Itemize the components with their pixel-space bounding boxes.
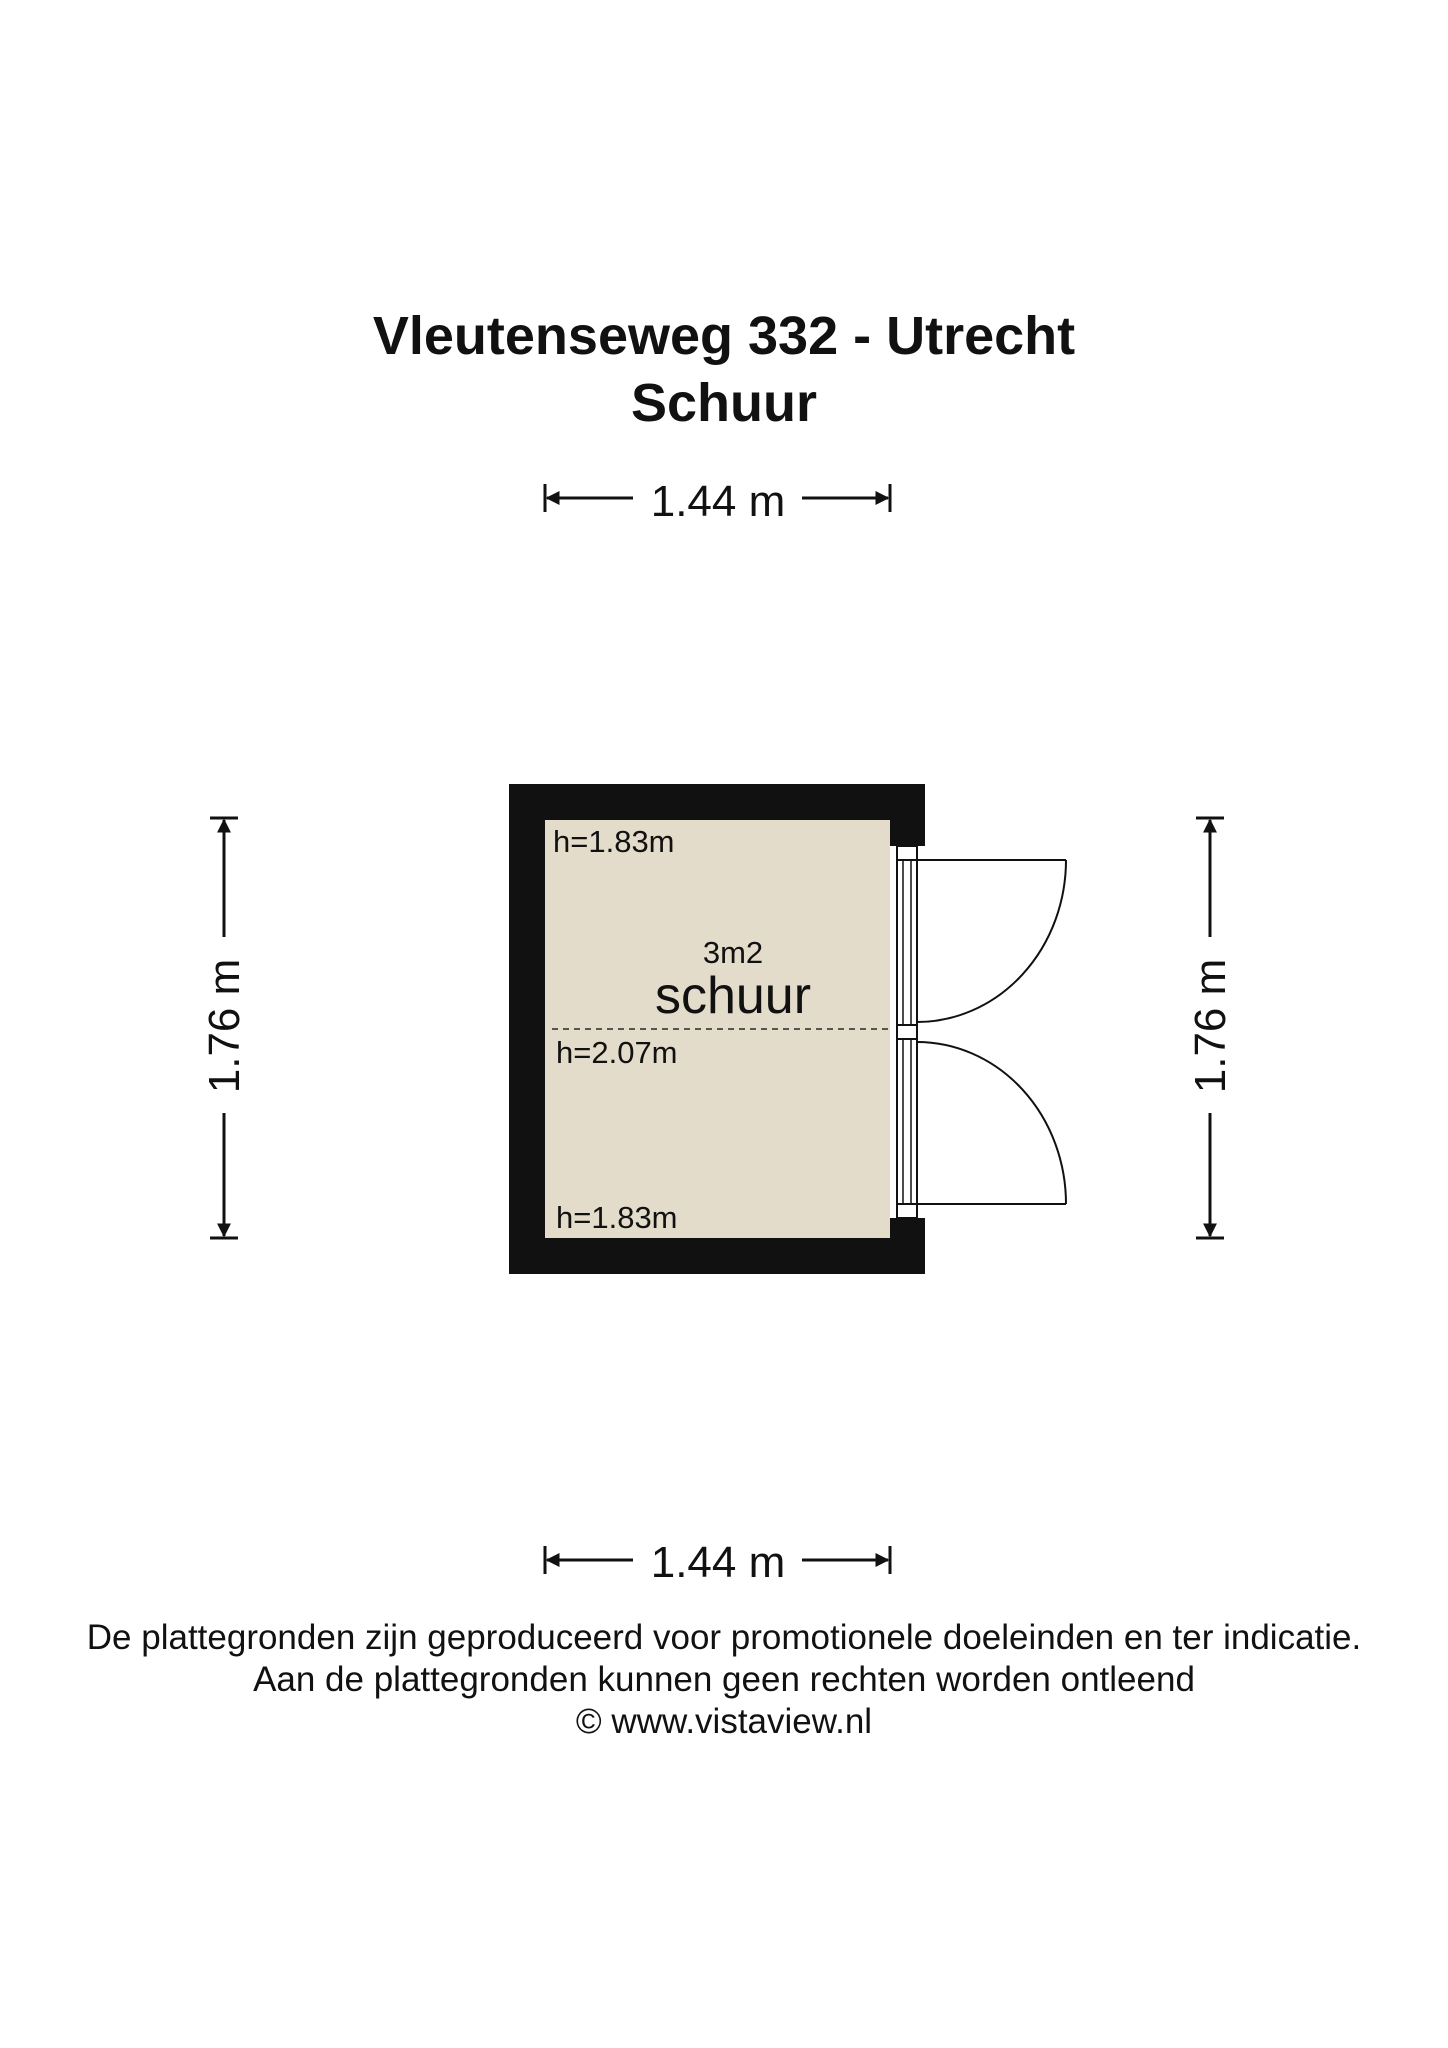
- height-label-middle: h=2.07m: [556, 1035, 678, 1070]
- copyright-link[interactable]: © www.vistaview.nl: [575, 1702, 873, 1741]
- room-name: schuur: [654, 967, 812, 1025]
- room-area: 3m2: [702, 935, 764, 970]
- disclaimer-line-1: De plattegronden zijn geproduceerd voor promotionele doeleinden en ter indicatie.: [86, 1618, 1362, 1657]
- dimension-bottom-label: 1.44 m: [650, 1538, 786, 1587]
- dimension-bottom: [545, 1538, 890, 1587]
- dimension-left: [200, 818, 249, 1238]
- dimension-top-label: 1.44 m: [650, 477, 786, 526]
- height-label-bottom: h=1.83m: [556, 1200, 678, 1235]
- plan-title: Vleutenseweg 332 - Utrecht: [372, 306, 1076, 366]
- dimension-left-label: 1.76 m: [200, 958, 249, 1094]
- disclaimer-line-2: Aan de plattegronden kunnen geen rechten worden ontleend: [253, 1660, 1195, 1699]
- height-label-top: h=1.83m: [553, 824, 675, 859]
- dimension-right: [1186, 818, 1235, 1238]
- dimension-right-label: 1.76 m: [1186, 958, 1235, 1094]
- dimension-top: [545, 477, 890, 526]
- plan-subtitle: Schuur: [630, 373, 818, 433]
